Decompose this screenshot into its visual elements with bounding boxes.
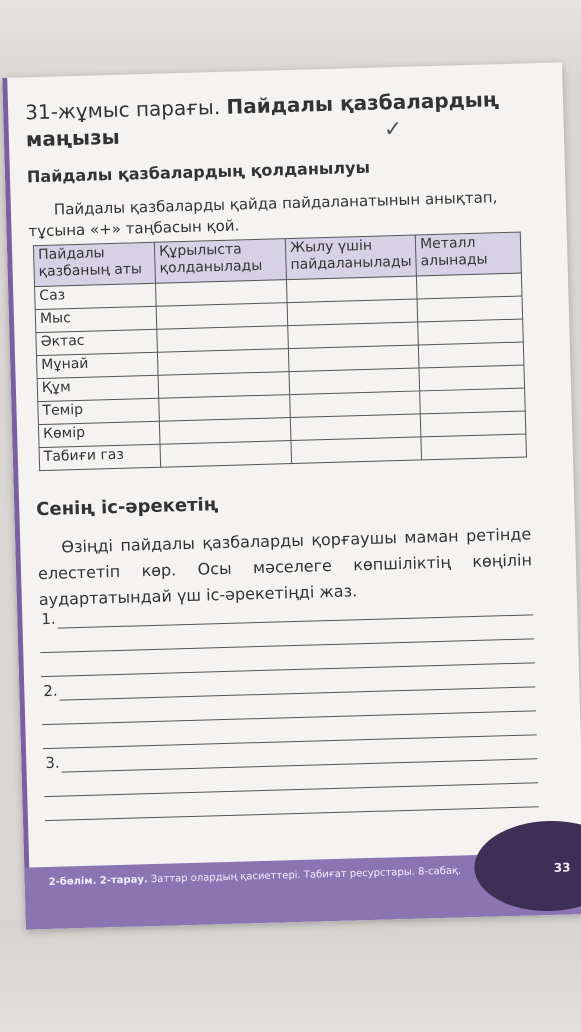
answer-cell[interactable] <box>417 296 523 322</box>
answer-number: 1. <box>41 609 56 629</box>
mineral-name-cell: Табиғи газ <box>39 444 161 470</box>
page-edge <box>2 78 31 930</box>
section-title-actions: Сенің іс-әрекетің <box>35 494 219 521</box>
worksheet-page <box>2 62 581 929</box>
mineral-name-cell: Темір <box>38 398 160 424</box>
worksheet-label: 31-жұмыс парағы. <box>24 94 221 125</box>
header-metal: Металл алынады <box>415 232 521 276</box>
worksheet-title: Пайдалы қазбалардың маңызы <box>25 87 500 152</box>
page-footer <box>24 852 581 930</box>
answer-cell[interactable] <box>291 437 422 464</box>
answer-cell[interactable] <box>420 411 526 437</box>
writing-rule <box>45 806 539 821</box>
footer-chapter-rest: Заттар олардың қасиеттері. Табиғат ресурстары. 8-сабақ. <box>150 865 462 886</box>
mineral-name-cell: Мұнай <box>36 352 158 378</box>
header-mineral-name: Пайдалы қазбаның аты <box>33 242 155 286</box>
instruction-text: Пайдалы қазбаларды қайда пайдаланатынын анықтап, тұсына «+» таңбасын қой. <box>28 188 498 241</box>
section-title-usage: Пайдалы қазбалардың қолданылуы <box>26 157 371 187</box>
header-heat: Жылу үшін пайдаланылады <box>285 235 416 280</box>
answer-cell[interactable] <box>421 434 527 460</box>
answer-cell[interactable] <box>419 365 525 391</box>
minerals-table <box>33 232 527 472</box>
answer-cell[interactable] <box>418 342 524 368</box>
answer-cell[interactable] <box>416 273 522 299</box>
header-construction: Құрылыста қолданылады <box>154 239 286 284</box>
answer-cell[interactable] <box>160 441 292 468</box>
answer-cell[interactable] <box>418 319 524 345</box>
answer-lines <box>39 593 539 823</box>
answer-number: 3. <box>45 753 60 773</box>
handwritten-checkmark: ✓ <box>383 116 403 143</box>
task-text: Өзіңді пайдалы қазбаларды қорғаушы маман ретінде елестетіп көр. Осы мәселеге көпшіліктің көңілін аудартатындай үш іс-әрекетіңді жаз. <box>37 524 533 610</box>
mineral-name-cell: Көмір <box>38 421 160 447</box>
worksheet-heading <box>25 85 526 153</box>
page-number: 33 <box>553 860 571 875</box>
footer-chapter-bold: 2-бөлім. 2-тарау. <box>48 874 148 888</box>
mineral-name-cell: Әктас <box>36 329 158 355</box>
mineral-name-cell: Құм <box>37 375 159 401</box>
answer-number: 2. <box>43 681 58 701</box>
background-bottom <box>0 920 581 1032</box>
mineral-name-cell: Мыс <box>35 306 157 332</box>
answer-cell[interactable] <box>420 388 526 414</box>
mineral-name-cell: Саз <box>35 283 157 309</box>
